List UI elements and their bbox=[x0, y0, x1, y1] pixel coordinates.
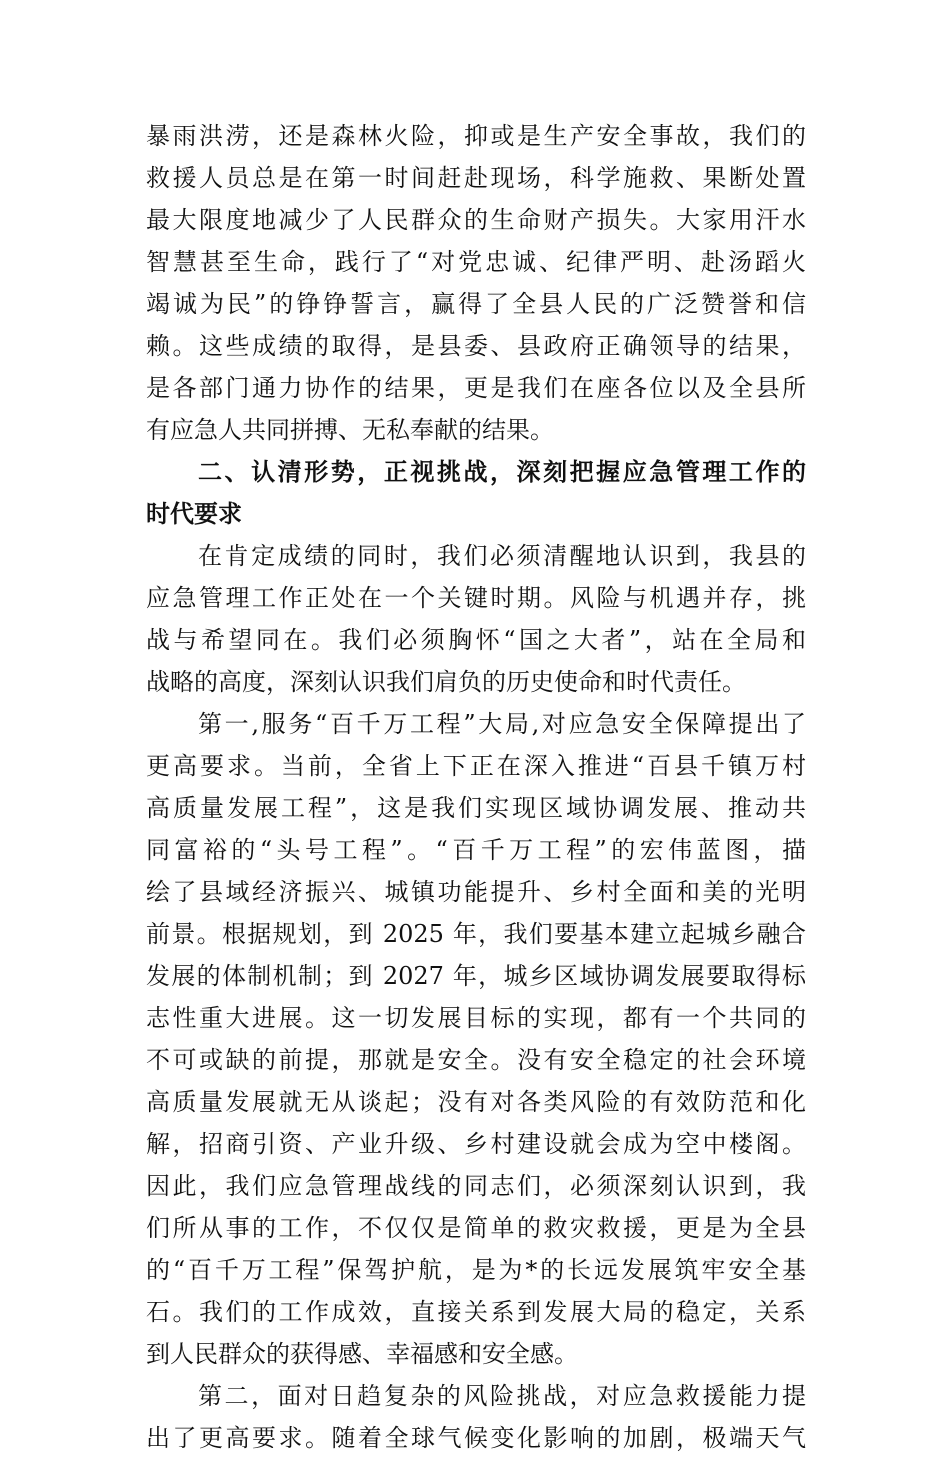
text-line: 同富裕的“头号工程”。“百千万工程”的宏伟蓝图，描 bbox=[146, 836, 806, 864]
text-line: 发展的体制机制；到 2027 年，城乡区域协调发展要取得标 bbox=[146, 962, 806, 990]
heading-line: 二、认清形势，正视挑战，深刻把握应急管理工作的 bbox=[198, 458, 806, 486]
text-line: 高质量发展工程”，这是我们实现区域协调发展、推动共 bbox=[146, 794, 806, 822]
text-line: 有应急人共同拼搏、无私奉献的结果。 bbox=[146, 416, 554, 444]
text-line: 更高要求。当前，全省上下正在深入推进“百县千镇万村 bbox=[146, 752, 806, 780]
text-line: 志性重大进展。这一切发展目标的实现，都有一个共同的 bbox=[146, 1004, 806, 1032]
text-line: 们所从事的工作，不仅仅是简单的救灾救援，更是为全县 bbox=[146, 1214, 806, 1242]
text-line: 解，招商引资、产业升级、乡村建设就会成为空中楼阁。 bbox=[146, 1130, 806, 1158]
text-line: 救援人员总是在第一时间赶赴现场，科学施救、果断处置 bbox=[146, 164, 806, 192]
text-line: 前景。根据规划，到 2025 年，我们要基本建立起城乡融合 bbox=[146, 920, 806, 948]
paragraph-achievements bbox=[146, 115, 806, 451]
text-line: 在肯定成绩的同时，我们必须清醒地认识到，我县的 bbox=[198, 542, 806, 570]
text-line: 的“百千万工程”保驾护航，是为*的长远发展筑牢安全基 bbox=[146, 1256, 806, 1284]
document-body bbox=[146, 115, 806, 1459]
text-line: 到人民群众的获得感、幸福感和安全感。 bbox=[146, 1340, 578, 1368]
text-line: 因此，我们应急管理战线的同志们，必须深刻认识到，我 bbox=[146, 1172, 806, 1200]
text-line: 暴雨洪涝，还是森林火险，抑或是生产安全事故，我们的 bbox=[146, 122, 806, 150]
paragraph-situation bbox=[146, 535, 806, 703]
paragraph-first-point bbox=[146, 703, 806, 1375]
text-line: 第二，面对日趋复杂的风险挑战，对应急救援能力提 bbox=[198, 1382, 806, 1410]
section-heading bbox=[146, 451, 806, 535]
text-line: 出了更高要求。随着全球气候变化影响的加剧，极端天气 bbox=[146, 1424, 806, 1452]
text-line: 绘了县域经济振兴、城镇功能提升、乡村全面和美的光明 bbox=[146, 878, 806, 906]
text-line: 赖。这些成绩的取得，是县委、县政府正确领导的结果， bbox=[146, 332, 806, 360]
text-line: 智慧甚至生命，践行了“对党忠诚、纪律严明、赴汤蹈火 bbox=[146, 248, 806, 276]
text-line: 战与希望同在。我们必须胸怀“国之大者”，站在全局和 bbox=[146, 626, 806, 654]
text-line: 高质量发展就无从谈起；没有对各类风险的有效防范和化 bbox=[146, 1088, 806, 1116]
text-line: 竭诚为民”的铮铮誓言，赢得了全县人民的广泛赞誉和信 bbox=[146, 290, 806, 318]
text-line: 是各部门通力协作的结果，更是我们在座各位以及全县所 bbox=[146, 374, 806, 402]
text-line: 应急管理工作正处在一个关键时期。风险与机遇并存，挑 bbox=[146, 584, 806, 612]
text-line: 石。我们的工作成效，直接关系到发展大局的稳定，关系 bbox=[146, 1298, 806, 1326]
text-line: 不可或缺的前提，那就是安全。没有安全稳定的社会环境 bbox=[146, 1046, 806, 1074]
paragraph-second-point bbox=[146, 1375, 806, 1459]
text-line: 第一,服务“百千万工程”大局,对应急安全保障提出了 bbox=[198, 710, 806, 738]
text-line: 战略的高度，深刻认识我们肩负的历史使命和时代责任。 bbox=[146, 668, 746, 696]
heading-line: 时代要求 bbox=[146, 500, 242, 528]
text-line: 最大限度地减少了人民群众的生命财产损失。大家用汗水 bbox=[146, 206, 806, 234]
